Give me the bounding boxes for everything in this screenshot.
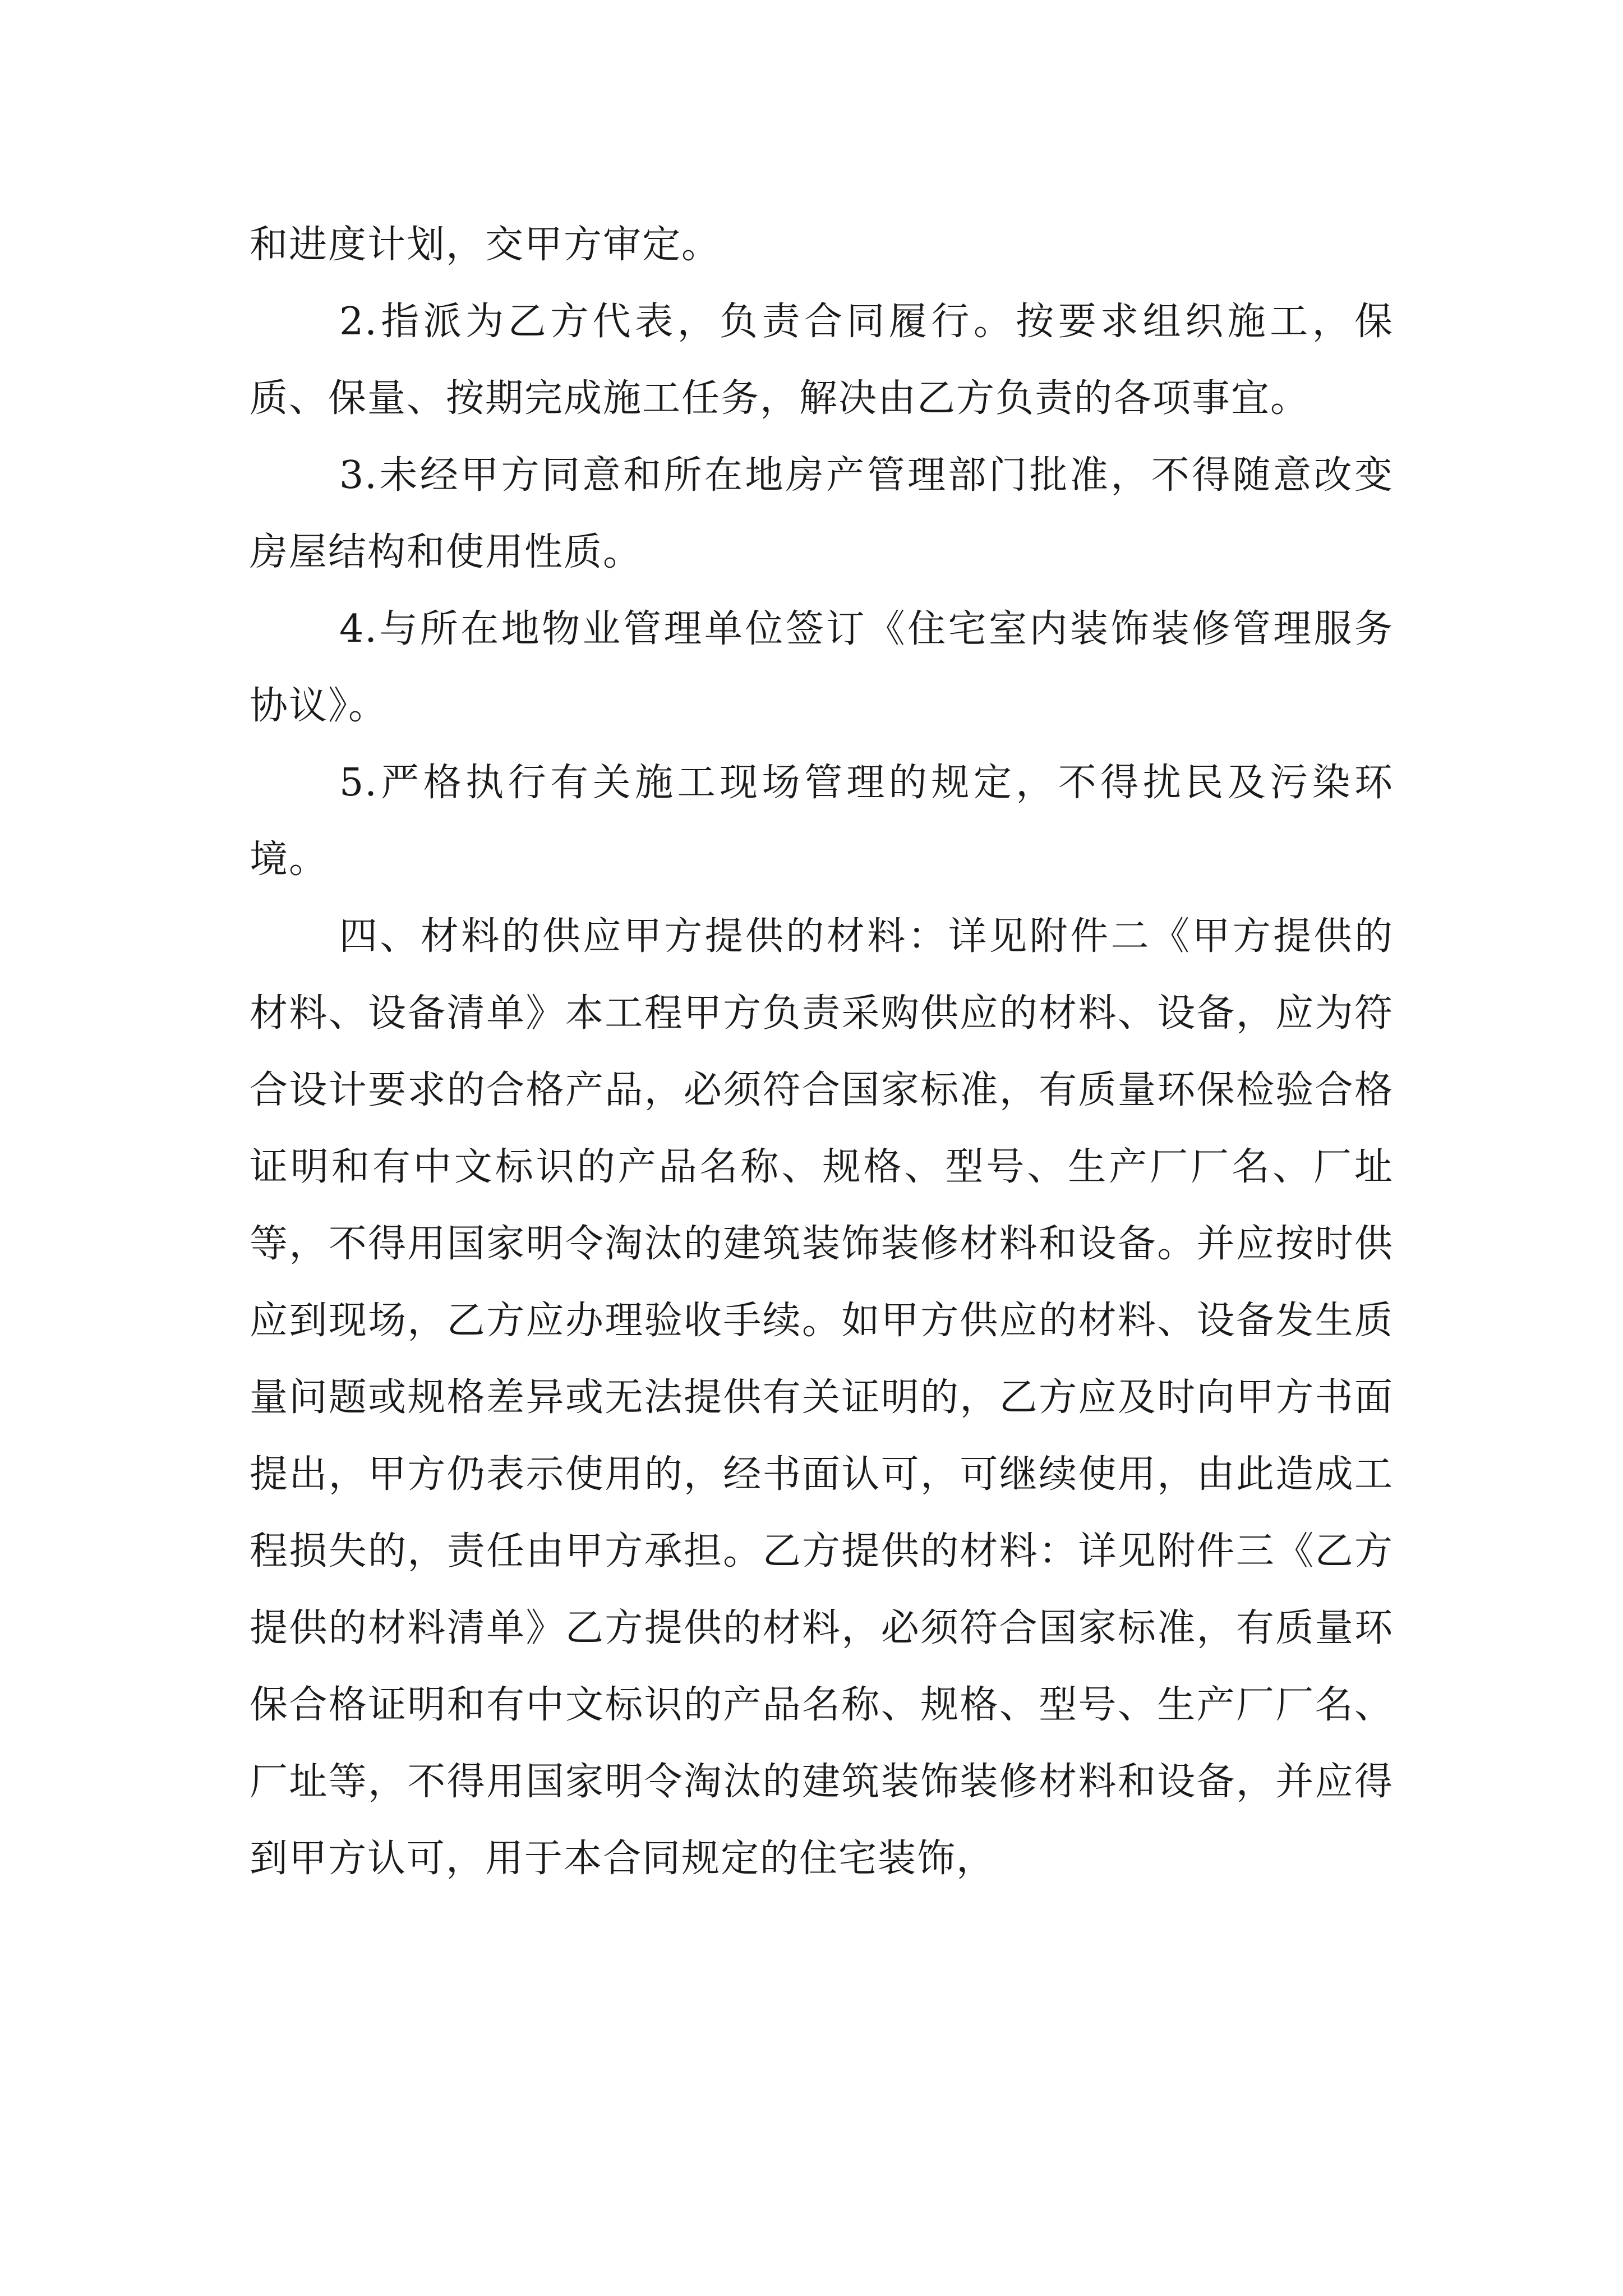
paragraph-progress-plan: 和进度计划，交甲方审定。	[250, 223, 721, 267]
paragraph-clause-4: 4.与所在地物业管理单位签订《住宅室内装饰装修管理服务协议》。	[250, 607, 1394, 728]
paragraph-clause-2: 2.指派为乙方代表，负责合同履行。按要求组织施工，保质、保量、按期完成施工任务，解决由乙方负责的各项事宜。	[250, 300, 1394, 421]
paragraph-section-4-materials: 四、材料的供应甲方提供的材料：详见附件二《甲方提供的材料、设备清单》本工程甲方负责采购供应的材料、设备，应为符合设计要求的合格产品，必须符合国家标准，有质量环保检验合格证明和有中文标识的产品名称、规格、型号、生产厂厂名、厂址等，不得用国家明令淘汰的建筑装饰装修材料和设备。并应按时供应到现场，乙方应办理验收手续。如甲方供应的材料、设备发生质量问题或规格差异或无法提供有关证明的，乙方应及时向甲方书面提出，甲方仍表示使用的，经书面认可，可继续使用，由此造成工程损失的，责任由甲方承担。乙方提供的材料：详见附件三《乙方提供的材料清单》乙方提供的材料，必须符合国家标准，有质量环保合格证明和有中文标识的产品名称、规格、型号、生产厂厂名、厂址等，不得用国家明令淘汰的建筑装饰装修材料和设备，并应得到甲方认可，用于本合同规定的住宅装饰，	[250, 914, 1394, 1881]
paragraph-clause-3: 3.未经甲方同意和所在地房产管理部门批准，不得随意改变房屋结构和使用性质。	[250, 453, 1394, 574]
paragraph-clause-5: 5.严格执行有关施工现场管理的规定，不得扰民及污染环境。	[250, 761, 1394, 882]
contract-text-body	[250, 206, 1394, 1897]
